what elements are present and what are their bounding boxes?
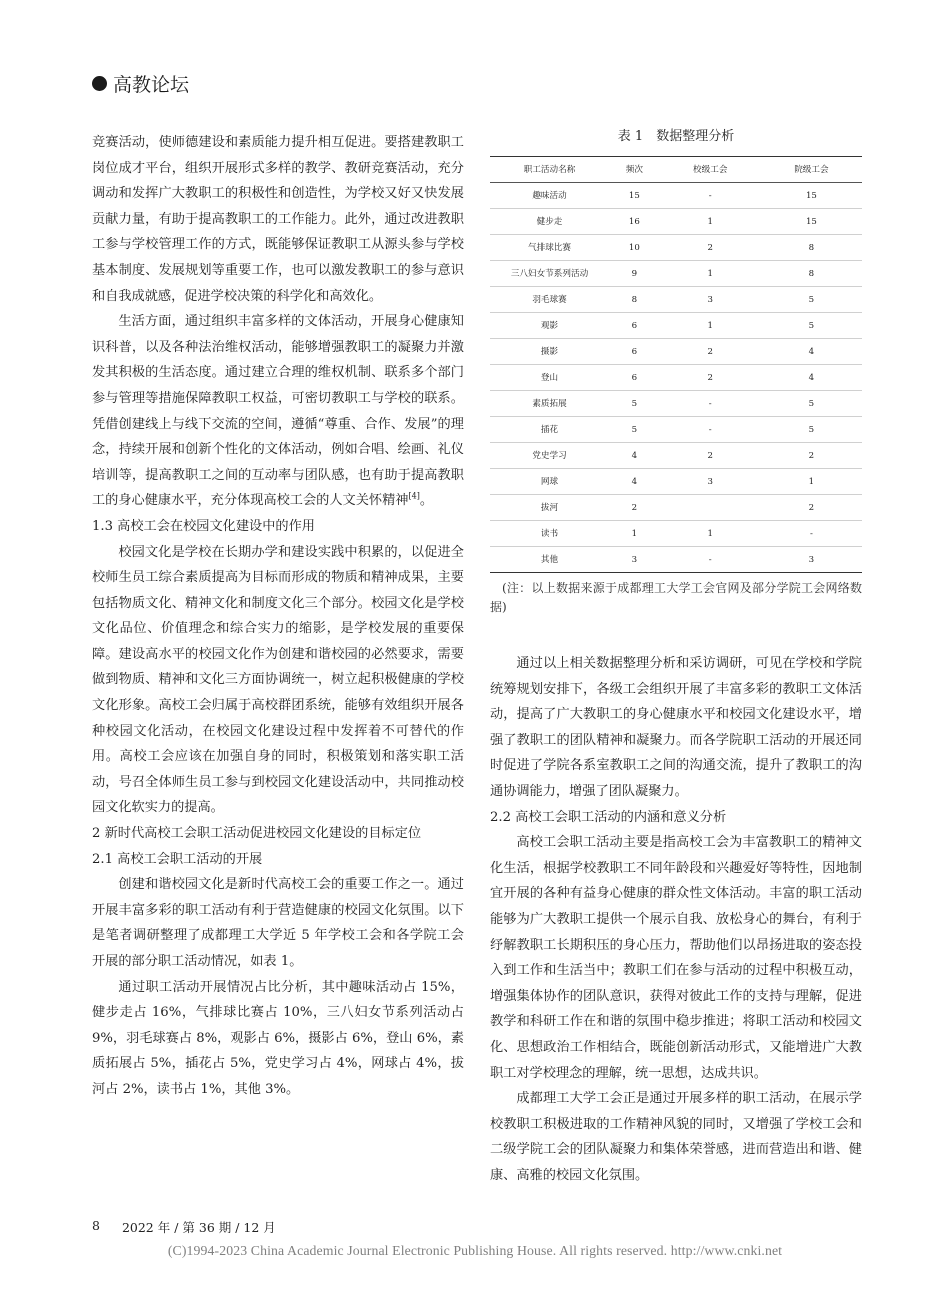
table-cell: 1 [660, 261, 761, 287]
data-table [490, 156, 862, 573]
table-cell: - [761, 521, 862, 547]
table-cell: 3 [761, 547, 862, 573]
activity-name-cell: 气排球比赛 [490, 235, 609, 261]
table-cell: 10 [609, 235, 660, 261]
table-cell: 4 [609, 469, 660, 495]
table-cell: 6 [609, 339, 660, 365]
activity-name-cell: 读书 [490, 521, 609, 547]
table-cell: 2 [660, 365, 761, 391]
journal-title: 高教论坛 [113, 74, 190, 96]
table-cell: 5 [761, 417, 862, 443]
table-cell: 2 [660, 443, 761, 469]
table-cell: 2 [660, 339, 761, 365]
table-row [490, 287, 862, 313]
table-cell: 2 [609, 495, 660, 521]
issue-info: 2022 年 / 第 36 期 / 12 月 [121, 1220, 276, 1235]
table-cell: 6 [609, 313, 660, 339]
table-cell: 6 [609, 365, 660, 391]
table-title: 表 1 数据整理分析 [617, 129, 735, 144]
table-cell: 15 [609, 183, 660, 209]
section-heading-2: 2 新时代高校工会职工活动促进校园文化建设的目标定位 [92, 826, 422, 842]
table-cell: 4 [761, 365, 862, 391]
section-heading-2-2: 2.2 高校工会职工活动的内涵和意义分析 [490, 809, 727, 825]
paragraph: 创建和谐校园文化是新时代高校工会的重要工作之一。通过开展丰富多彩的职工活动有利于营造健康的校园文化氛围。以下是笔者调研整理了成都理工大学近 5 年学校工会和各学院工会开展的部分职工活动情况，如表 1。 [92, 877, 464, 969]
activity-name-cell: 趣味活动 [490, 183, 609, 209]
table-cell: 3 [660, 287, 761, 313]
table-cell: - [660, 417, 761, 443]
table-cell: 2 [761, 495, 862, 521]
paragraph-end: 。 [419, 493, 434, 509]
section-heading-2-1: 2.1 高校工会职工活动的开展 [92, 851, 263, 867]
activity-name-cell: 观影 [490, 313, 609, 339]
table-cell: 8 [761, 261, 862, 287]
table-row [490, 391, 862, 417]
table-cell: - [660, 183, 761, 209]
table-cell: 1 [660, 521, 761, 547]
table-row [490, 183, 862, 209]
page-footer [92, 1218, 276, 1236]
activity-name-cell: 拔河 [490, 495, 609, 521]
table-cell: 15 [761, 209, 862, 235]
table-row [490, 313, 862, 339]
section-heading-1-3: 1.3 高校工会在校园文化建设中的作用 [92, 518, 315, 534]
table-cell: 5 [761, 391, 862, 417]
table-cell: 1 [660, 209, 761, 235]
paragraph: 校园文化是学校在长期办学和建设实践中积累的，以促进全校师生员工综合素质提高为目标而形成的物质和精神成果，主要包括物质文化、精神文化和制度文化三个部分。校园文化是学校文化品位、价值理念和综合实力的缩影，是学校发展的重要保障。建设高水平的校园文化作为创建和谐校园的必然要求，需要做到物质、精神和文化三方面协调统一，树立起积极健康的学校文化形象。高校工会归属于高校群团系统，能够有效组织开展各种校园文化活动，在校园文化建设过程中发挥着不可替代的作用。高校工会应该在加强自身的同时，积极策划和落实职工活动，号召全体师生员工参与到校园文化建设活动中，共同推动校园文化软实力的提高。 [92, 544, 464, 816]
column-header: 院级工会 [761, 157, 862, 183]
table-row [490, 209, 862, 235]
table-cell: 5 [761, 287, 862, 313]
journal-header [92, 70, 189, 97]
table-row [490, 235, 862, 261]
activity-name-cell: 摄影 [490, 339, 609, 365]
table-cell: 2 [761, 443, 862, 469]
table-body [490, 183, 862, 573]
page-number: 8 [92, 1218, 100, 1233]
table-cell: 9 [609, 261, 660, 287]
table-cell: 1 [609, 521, 660, 547]
table-row [490, 495, 862, 521]
table-cell: - [660, 391, 761, 417]
activity-name-cell: 素质拓展 [490, 391, 609, 417]
activity-name-cell: 其他 [490, 547, 609, 573]
table-cell: 5 [609, 391, 660, 417]
table-cell: 8 [761, 235, 862, 261]
table-row [490, 339, 862, 365]
column-header: 频次 [609, 157, 660, 183]
paragraph: 竞赛活动，使师德建设和素质能力提升相互促进。要搭建教职工岗位成才平台，组织开展形式多样的教学、教研竞赛活动，充分调动和发挥广大教职工的积极性和创造性，为学校又好又快发展贡献力量，有助于提高教职工的工作能力。此外，通过改进教职工参与学校管理工作的方式，既能够保证教职工从源头参与学校基本制度、发展规划等重要工作，也可以激发教职工的参与意识和自我成就感，促进学校决策的科学化和高效化。 [92, 135, 464, 304]
table-cell: 16 [609, 209, 660, 235]
paragraph: 成都理工大学工会正是通过开展多样的职工活动，在展示学校教职工积极进取的工作精神风貌的同时，又增强了学校工会和二级学院工会的团队凝聚力和集体荣誉感，进而营造出和谐、健康、高雅的校园文化氛围。 [490, 1091, 862, 1183]
table-cell: 3 [660, 469, 761, 495]
left-column [92, 130, 464, 1103]
paragraph: 通过以上相关数据整理分析和采访调研，可见在学校和学院统筹规划安排下，各级工会组织开展了丰富多彩的教职工文体活动，提高了广大教职工的身心健康水平和校园文化建设水平，增强了教职工的团队精神和凝聚力。而各学院职工活动的开展还同时促进了学院各系室教职工之间的沟通交流，提升了教职工的沟通协调能力，增强了团队凝聚力。 [490, 656, 862, 799]
paragraph [92, 309, 464, 514]
activity-name-cell: 羽毛球赛 [490, 287, 609, 313]
table-cell: 4 [609, 443, 660, 469]
table-row [490, 547, 862, 573]
table-cell: 8 [609, 287, 660, 313]
right-column [490, 130, 862, 1188]
column-header: 校级工会 [660, 157, 761, 183]
table-row [490, 365, 862, 391]
table-cell: 3 [609, 547, 660, 573]
column-header: 职工活动名称 [490, 157, 609, 183]
table-cell: 5 [761, 313, 862, 339]
table-row [490, 443, 862, 469]
paragraph-text: 生活方面，通过组织丰富多样的文体活动，开展身心健康知识科普，以及各种法治维权活动，能够增强教职工的凝聚力并激发其积极的生活态度。通过建立合理的维权机制、联系多个部门参与管理等措施保障教职工权益，可密切教职工与学校的联系。凭借创建线上与线下交流的空间，遵循“尊重、合作、发展”的理念，持续开展和创新个性化的文体活动，例如合唱、绘画、礼仪培训等，提高教职工之间的互动率与团队感，也有助于提高教职工的身心健康水平，充分体现高校工会的人文关怀精神 [92, 314, 464, 509]
activity-name-cell: 健步走 [490, 209, 609, 235]
table-row [490, 469, 862, 495]
table-cell: 2 [660, 235, 761, 261]
paragraph: 通过职工活动开展情况占比分析，其中趣味活动占 15%，健步走占 16%，气排球比赛占 10%，三八妇女节系列活动占 9%，羽毛球赛占 8%，观影占 6%，摄影占 6%，登山 6%，素质拓展占 5%，插花占 5%，党史学习占 4%，网球占 4%，拔河占 2%，读书占 1%，其他 3%。 [92, 979, 464, 1097]
copyright-notice: (C)1994-2023 China Academic Journal Electronic Publishing House. All rights reserved. http://www.cnki.net [167, 1243, 783, 1258]
activity-name-cell: 网球 [490, 469, 609, 495]
table-cell: 15 [761, 183, 862, 209]
activity-name-cell: 三八妇女节系列活动 [490, 261, 609, 287]
citation-ref[interactable]: [4] [408, 491, 420, 501]
table-row [490, 521, 862, 547]
table-cell: 5 [609, 417, 660, 443]
bullet-icon [92, 76, 107, 91]
table-cell: 1 [660, 313, 761, 339]
table-row [490, 261, 862, 287]
table-cell [660, 495, 761, 521]
table-header-row [490, 157, 862, 183]
activity-name-cell: 登山 [490, 365, 609, 391]
table-note: (注：以上数据来源于成都理工大学工会官网及部分学院工会网络数据) [490, 581, 862, 614]
paragraph: 高校工会职工活动主要是指高校工会为丰富教职工的精神文化生活，根据学校教职工不同年龄段和兴趣爱好等特性，因地制宜开展的各种有益身心健康的群众性文体活动。丰富的职工活动能够为广大教职工提供一个展示自我、放松身心的舞台，有利于纾解教职工长期积压的身心压力，帮助他们以昂扬进取的姿态投入到工作和生活当中；教职工们在参与活动的过程中积极互动，增强集体协作的团队意识，获得对彼此工作的支持与理解，促进教学和科研工作在和谐的氛围中稳步推进；将职工活动和校园文化、思想政治工作相结合，既能创新活动形式，又能增进广大教职工对学校理念的理解，统一思想，达成共识。 [490, 835, 862, 1081]
table-row [490, 417, 862, 443]
activity-name-cell: 插花 [490, 417, 609, 443]
table-cell: 4 [761, 339, 862, 365]
table-cell: 1 [761, 469, 862, 495]
table-cell: - [660, 547, 761, 573]
activity-name-cell: 党史学习 [490, 443, 609, 469]
